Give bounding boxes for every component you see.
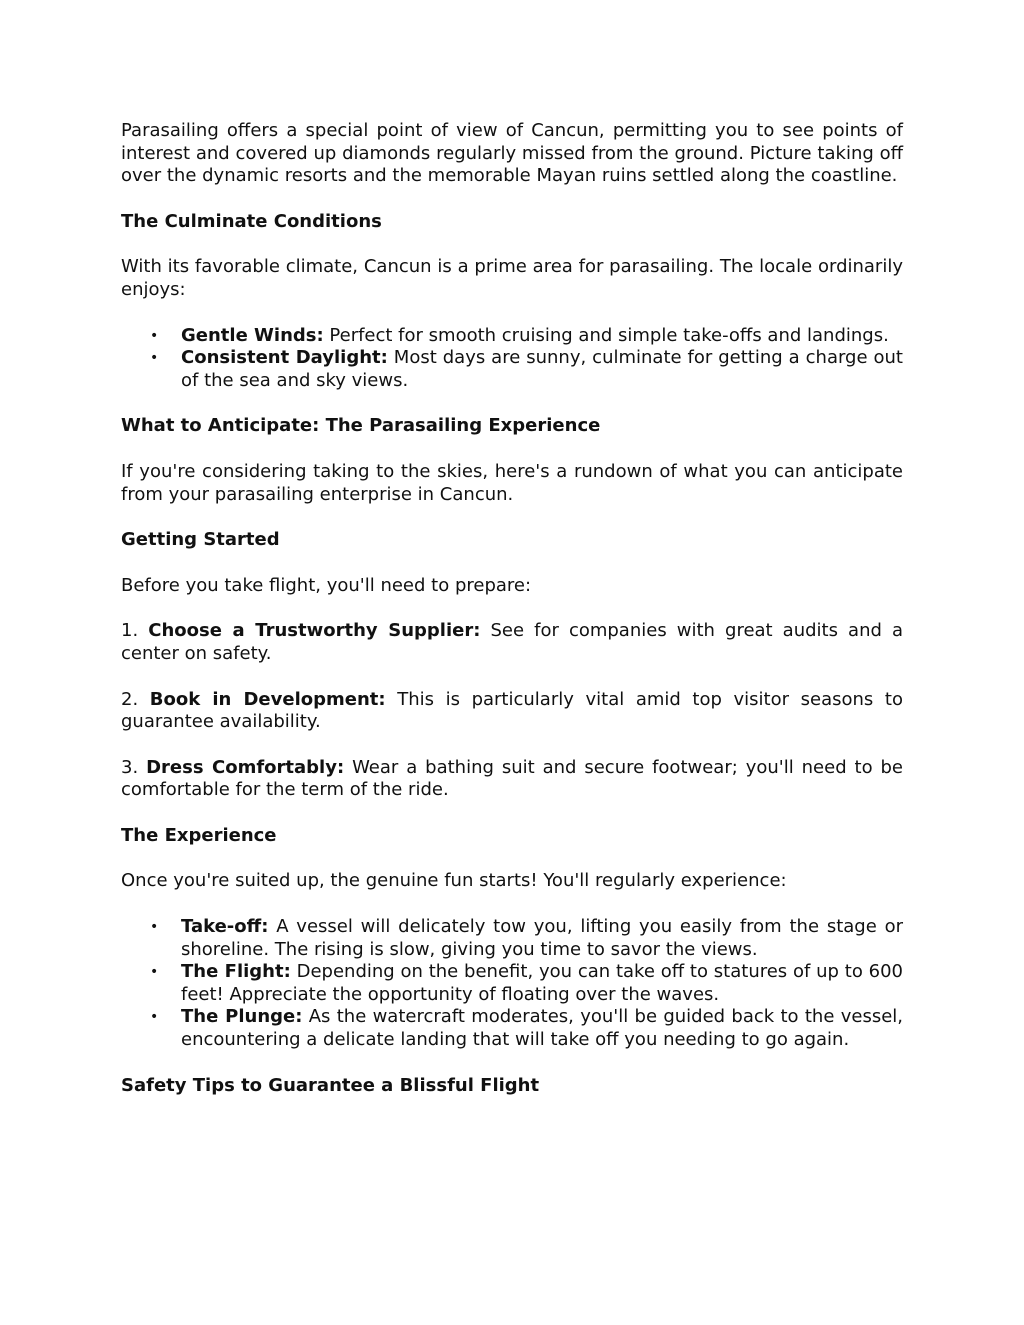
list-item-text: Depending on the benefit, you can take off to statures of up to 600 feet! Appreciate the opportunity of floating over the waves. — [181, 961, 903, 1005]
step-term: Dress Comfortably: — [146, 756, 345, 778]
step-item — [121, 689, 903, 734]
safety-heading: Safety Tips to Guarantee a Blissful Flight — [121, 1074, 540, 1096]
step-term: Book in Development: — [149, 688, 386, 710]
conditions-heading: The Culminate Conditions — [121, 210, 382, 232]
conditions-list — [121, 325, 903, 393]
getting-started-paragraph: Before you take flight, you'll need to prepare: — [121, 574, 532, 596]
conditions-paragraph: With its favorable climate, Cancun is a prime area for parasailing. The locale ordinarily enjoys: — [121, 256, 903, 300]
step-text: Wear a bathing suit and secure footwear; you'll need to be comfortable for the term of the ride. — [121, 756, 903, 801]
bullet-icon: • — [150, 1009, 159, 1026]
bullet-icon: • — [150, 327, 159, 344]
step-number: 3. — [121, 756, 147, 778]
list-item-term: The Plunge: — [181, 1006, 303, 1028]
list-item — [150, 347, 903, 392]
list-item-text: Most days are sunny, culminate for getting a charge out of the sea and sky views. — [181, 347, 903, 391]
anticipate-heading: What to Anticipate: The Parasailing Experience — [121, 415, 601, 437]
list-item — [150, 916, 903, 961]
list-item-term: The Flight: — [181, 961, 291, 983]
list-item-text: Perfect for smooth cruising and simple take-offs and landings. — [323, 324, 889, 346]
list-item-term: Consistent Daylight: — [181, 347, 388, 369]
step-item — [121, 620, 903, 665]
experience-list — [121, 916, 903, 1052]
experience-paragraph: Once you're suited up, the genuine fun starts! You'll regularly experience: — [121, 870, 787, 892]
step-text: This is particularly vital amid top visitor seasons to guarantee availability. — [121, 688, 903, 733]
list-item — [150, 324, 903, 348]
document-page — [121, 120, 903, 1120]
step-number: 1. — [121, 620, 149, 642]
getting-started-heading: Getting Started — [121, 529, 280, 551]
bullet-icon: • — [150, 964, 159, 981]
list-item — [150, 1006, 903, 1051]
anticipate-paragraph: If you're considering taking to the skies, here's a rundown of what you can anticipate from your parasailing enterprise in Cancun. — [121, 460, 903, 505]
list-item-text: A vessel will delicately tow you, lifting you easily from the stage or shoreline. The rising is slow, giving you time to savor the views. — [181, 916, 903, 960]
list-item — [150, 961, 903, 1006]
bullet-icon: • — [150, 919, 159, 936]
list-item-text: As the watercraft moderates, you'll be guided back to the vessel, encountering a delicate landing that will take off you needing to go again. — [181, 1006, 903, 1051]
list-item-term: Gentle Winds: — [181, 324, 324, 346]
step-number: 2. — [121, 688, 150, 710]
step-text: See for companies with great audits and a center on safety. — [121, 620, 903, 664]
list-item-term: Take-off: — [181, 916, 269, 938]
bullet-icon: • — [150, 350, 159, 367]
step-term: Choose a Trustworthy Supplier: — [148, 620, 481, 642]
step-item — [121, 757, 903, 802]
intro-paragraph: Parasailing offers a special point of view of Cancun, permitting you to see points of interest and covered up diamonds regularly missed from the ground. Picture taking off over the dynamic resorts and the memorable Mayan ruins settled along the coastline. — [121, 120, 903, 187]
experience-heading: The Experience — [121, 824, 277, 846]
